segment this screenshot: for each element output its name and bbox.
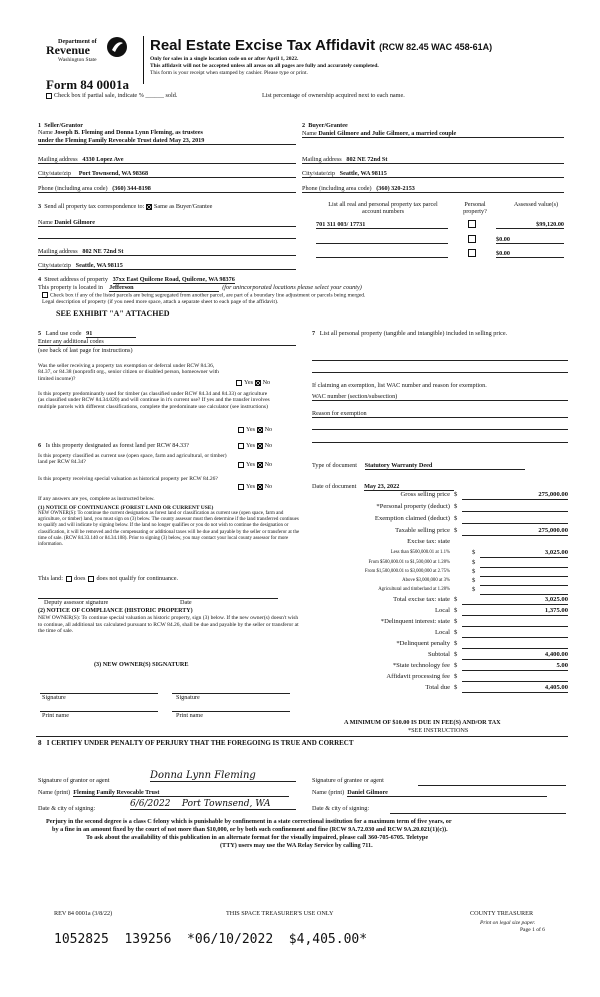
tax-row-dollar: $ — [472, 549, 476, 556]
tax-row-label: Above $3,000,000 at 3% — [402, 578, 450, 583]
seller-name-row: Name Joseph B. Fleming and Donna Lynn Fleming, as trustees — [38, 129, 203, 136]
buyer-heading: 2 Buyer/Grantee — [302, 122, 348, 129]
tax-row — [312, 577, 568, 586]
parcel-number-2[interactable] — [316, 236, 448, 244]
tax-row-value[interactable] — [480, 577, 568, 586]
no-checkbox[interactable] — [255, 380, 261, 386]
tax-row-dollar: $ — [454, 527, 458, 534]
signature-label-1: Signature — [42, 694, 66, 701]
parcel-value-2[interactable]: $0.00 — [496, 236, 564, 244]
doc-type-row: Type of document Statutory Warranty Deed — [312, 462, 525, 470]
new-owner-sig-heading: (3) NEW OWNER(S) SIGNATURE — [94, 661, 189, 668]
doc-date[interactable]: May 23, 2022 — [364, 483, 454, 491]
tax-row-value[interactable] — [462, 673, 568, 682]
partial-sale-label: Check box if partial sale, indicate % ______ sold. — [54, 92, 178, 99]
tax-row — [312, 586, 568, 595]
tax-row-label: Affidavit processing fee — [386, 673, 450, 680]
compliance-heading: (2) NOTICE OF COMPLIANCE (HISTORIC PROPERTY) — [38, 608, 193, 614]
seller-name[interactable]: Joseph B. Fleming and Donna Lynn Fleming, as trustees — [54, 129, 203, 136]
corr-mail-row: Mailing address 802 NE 72nd St — [38, 248, 296, 256]
corr-city-row: City/state/zip Seattle, WA 98115 — [38, 262, 296, 270]
parcel-col3: Assessed value(s) — [513, 201, 559, 208]
header-note1: Only for sales in a single location code on or after April 1, 2022. — [150, 56, 299, 62]
dor-logo — [46, 38, 136, 78]
tax-row-dollar: $ — [472, 586, 476, 593]
ownership-note: List percentage of ownership acquired next to each name. — [262, 92, 405, 99]
does-not-checkbox[interactable] — [88, 576, 94, 582]
buyer-name-row: Name Daniel Gilmore and Julie Gilmore, a married couple — [302, 130, 564, 138]
corr-name[interactable]: Daniel Gilmore — [54, 219, 95, 226]
tax-row — [312, 684, 568, 693]
tax-row-value[interactable]: 1,375.00 — [462, 607, 568, 616]
title-text: Real Estate Excise Tax Affidavit — [150, 37, 376, 54]
exhibit-text[interactable]: SEE EXHIBIT "A" ATTACHED — [56, 309, 170, 318]
dept-line1: Department of — [58, 38, 97, 45]
tax-row-label: *Personal property (deduct) — [376, 503, 450, 510]
grantor-sig-row: Signature of grantor or agent — [38, 777, 110, 784]
doc-date-row: Date of document May 23, 2022 — [312, 483, 454, 491]
certify-heading: 8 I CERTIFY UNDER PENALTY OF PERJURY THAT THE FOREGOING IS TRUE AND CORRECT — [38, 739, 354, 747]
land-use-row: 5 Land use code 91 — [38, 330, 136, 338]
doc-type[interactable]: Statutory Warranty Deed — [365, 462, 525, 470]
tax-row-value[interactable]: 4,400.00 — [462, 651, 568, 660]
tax-row-label: *Delinquent penalty — [396, 640, 450, 647]
tax-row-label: Gross selling price — [400, 491, 450, 498]
seller-name2[interactable]: under the Fleming Family Revocable Trust dated May 23, 2019 — [38, 137, 296, 145]
dept-line2: Revenue — [46, 43, 90, 57]
buyer-city[interactable]: Seattle, WA 98115 — [339, 170, 387, 177]
q-current-use-answer: Yes No — [238, 461, 272, 468]
grantee-date-line — [390, 813, 566, 814]
print-name-label-1: Print name — [42, 712, 69, 719]
tax-row-label: Total excise tax: state — [393, 596, 450, 603]
tax-row-value[interactable] — [462, 503, 568, 512]
tax-row-dollar: $ — [454, 640, 458, 647]
does-checkbox[interactable] — [66, 576, 72, 582]
perjury-line2: by a fine in an amount fixed by the court of not more than $10,000, or by both such confinement and fine (RCW 9A.72.030 and RCW 9A.20.021(1)(c)). — [52, 826, 448, 833]
checkbox[interactable] — [46, 93, 52, 99]
minimum-fee-note: A MINIMUM OF $10.00 IS DUE IN FEE(S) AND/OR TAX — [344, 719, 501, 726]
pp-line-2 — [312, 372, 568, 373]
q-timber: Is this property predominantly used for timber (as classified under RCW 84.34 and 84.33) or agriculture (as classified under RCW 84.34.020) and will continue in it's current use? If yes and the transfer involves multiple parcels with different classifications, complete the predominate use calculator (see instructions) — [38, 391, 270, 410]
seller-mail[interactable]: 4330 Lopez Ave — [82, 156, 124, 163]
tax-row-value[interactable]: 275,000.00 — [462, 527, 568, 536]
grantee-name[interactable]: Daniel Gilmore — [347, 789, 547, 797]
section8-top-line — [36, 736, 568, 737]
parcel-value-1[interactable]: $99,120.00 — [496, 221, 564, 229]
tax-row-dollar: $ — [454, 618, 458, 625]
grantee-sig-line — [418, 785, 566, 786]
pp-line-1 — [312, 360, 568, 361]
perjury-line1: Perjury in the second degree is a class C felony which is punishable by confinement in a state correctional institution for a maximum term of five years, or — [46, 818, 452, 825]
form-title — [150, 37, 492, 55]
q-exemption-answer: Yes No — [236, 379, 270, 386]
parcel-col1: List all real and personal property tax parcel account numbers — [328, 201, 438, 216]
tax-row-label: Local — [434, 629, 450, 636]
seller-city-row: City/state/zip Port Townsend, WA 98368 — [38, 170, 296, 178]
assessor-sig-label: Deputy assessor signature — [44, 599, 109, 606]
signature-label-2: Signature — [176, 694, 200, 701]
seller-mail-row: Mailing address 4330 Lopez Ave — [38, 156, 296, 164]
tax-row-dollar: $ — [454, 662, 458, 669]
tax-row-label: Excise tax: state — [407, 538, 450, 545]
q-forest-answer: Yes No — [238, 442, 272, 449]
grantor-name-row: Name (print) Fleming Family Revocable Trust — [38, 789, 289, 797]
q-historic-answer: Yes No — [238, 483, 272, 490]
tax-row-dollar: $ — [454, 491, 458, 498]
tax-row-value[interactable]: 3,025.00 — [480, 549, 568, 558]
buyer-mail-row: Mailing address 802 NE 72nd St — [302, 156, 564, 164]
perjury-line4: (TTY) users may use the WA Relay Service by calling 711. — [220, 842, 373, 849]
yes-checkbox[interactable] — [236, 380, 242, 386]
tax-row-label: Taxable selling price — [395, 527, 450, 534]
buyer-name[interactable]: Daniel Gilmore and Julie Gilmore, a married couple — [318, 130, 457, 137]
header-note3: This form is your receipt when stamped by cashier. Please type or print. — [150, 70, 308, 76]
segregation-check: Check box if any of the listed parcels are being segregated from another parcel, are part of a boundary line adjustment or parcels being merged. — [42, 292, 365, 299]
seller-city[interactable]: Port Townsend, WA 98368 — [78, 170, 149, 177]
tax-row-value[interactable] — [462, 618, 568, 627]
q-historic: Is this property receiving special valuation as historical property per RCW 84.26? — [38, 476, 218, 482]
tax-row-label: Agricultural and timberland at 1.28% — [378, 587, 450, 592]
buyer-mail[interactable]: 802 NE 72nd St — [346, 156, 388, 163]
tax-row — [312, 515, 568, 524]
statute-text: (RCW 82.45 WAC 458-61A) — [379, 42, 493, 52]
tax-row-value[interactable] — [480, 586, 568, 595]
assessor-date-label: Date — [180, 599, 192, 606]
parcel-number-3[interactable] — [316, 250, 448, 258]
legal-note: Legal description of property (if you need more space, attach a separate sheet to each page of the affidavit). — [42, 299, 279, 305]
print-legal: Print on legal size paper. — [480, 920, 536, 926]
see-back: (see back of last page for instructions) — [38, 347, 133, 354]
print-name-label-2: Print name — [176, 712, 203, 719]
tax-row-value[interactable]: 3,025.00 — [462, 596, 568, 605]
tax-row-label: Total due — [425, 684, 450, 691]
tax-row-value[interactable]: 275,000.00 — [462, 491, 568, 500]
tax-row-label: From $1,500,000.01 to $3,000,000 at 2.75% — [364, 569, 450, 574]
grantee-date-row: Date & city of signing: — [312, 805, 370, 812]
tax-row — [312, 549, 568, 558]
tax-row-dollar: $ — [454, 607, 458, 614]
tax-row-dollar: $ — [454, 651, 458, 658]
segregation-checkbox[interactable] — [42, 292, 48, 298]
personal-property-checkbox-2[interactable] — [468, 235, 476, 243]
tax-row — [312, 651, 568, 660]
answers-note: If any answers are yes, complete as instructed below. — [38, 496, 155, 502]
header-note2: This affidavit will not be accepted unless all areas on all pages are fully and accurately completed. — [150, 63, 379, 69]
grantee-name-row: Name (print) Daniel Gilmore — [312, 789, 547, 797]
corr-city[interactable]: Seattle, WA 98115 — [75, 262, 123, 269]
parcel-number-1[interactable]: 701 311 003/ 17731 — [316, 221, 448, 229]
tax-row-dollar: $ — [472, 577, 476, 584]
tax-row — [312, 618, 568, 627]
compliance-text: NEW OWNER(S): To continue special valuation as historic property, sign (3) below. If the new owner(s) doesn't wish to continue, all additional tax calculated pursuant to RCW 84.26, shall be due and payable by the seller or transferor at the time of sale. — [38, 615, 299, 635]
seller-phone[interactable]: (360) 344-8198 — [112, 185, 151, 192]
continuance-heading: (1) NOTICE OF CONTINUANCE (FOREST LAND OR CURRENT USE) — [38, 505, 214, 511]
tax-row-value[interactable]: 5.00 — [462, 662, 568, 671]
no-checkbox[interactable] — [257, 484, 263, 490]
reason-line-2 — [312, 429, 568, 430]
q-forest: 6 Is this property designated as forest land per RCW 84.33? — [38, 442, 189, 449]
tax-row-label: Local — [434, 607, 450, 614]
tax-row-dollar: $ — [454, 629, 458, 636]
tax-row-dollar: $ — [472, 568, 476, 575]
grantor-date-city[interactable]: 6/6/2022 Port Townsend, WA — [130, 799, 296, 810]
exemption-reason[interactable]: Reason for exemption — [312, 410, 568, 418]
q-current-use: Is this property classified as current use (open space, farm and agricultural, or timber) land per RCW 84.34? — [38, 453, 227, 466]
dor-logo-icon — [106, 36, 128, 58]
tax-row-label: *Delinquent interest: state — [380, 618, 450, 625]
no-checkbox[interactable] — [257, 462, 263, 468]
tax-row-label: Less than $500,000.01 at 1.1% — [390, 550, 450, 555]
reason-line-3 — [312, 442, 568, 443]
tax-row-dollar: $ — [454, 515, 458, 522]
tax-row — [312, 607, 568, 616]
parcel-col2: Personal property? — [463, 201, 487, 216]
buyer-city-row: City/state/zip Seattle, WA 98115 — [302, 170, 564, 178]
rev-number: REV 84 0001a (3/8/22) — [54, 910, 113, 917]
buyer-phone[interactable]: (360) 320-2153 — [376, 185, 415, 192]
tax-row — [312, 596, 568, 605]
county-row: This property is located in Jefferson (for unincorporated locations please select your county) — [38, 284, 362, 291]
county-select[interactable]: Jefferson — [109, 284, 219, 292]
tax-row-label: From $500,000.01 to $1,500,000 at 1.28% — [368, 560, 450, 565]
q-timber-answer: Yes No — [238, 426, 272, 433]
q-exemption: Was the seller receiving a property tax exemption or deferral under RCW 84.36, 84.37, or 84.38 (nonprofit org., senior citizen or disabled person, homeowner with limited income)? — [38, 363, 219, 382]
yes-checkbox[interactable] — [238, 462, 244, 468]
tax-row-dollar: $ — [454, 673, 458, 680]
tax-row-value[interactable] — [462, 629, 568, 638]
yes-checkbox[interactable] — [238, 443, 244, 449]
personal-property-heading: 7 List all personal property (tangible and intangible) included in selling price. — [312, 330, 508, 337]
grantor-signature[interactable]: Donna Lynn Fleming — [150, 770, 296, 782]
buyer-phone-row: Phone (including area code) (360) 320-2153 — [302, 185, 564, 193]
corr-mail[interactable]: 802 NE 72nd St — [82, 248, 124, 255]
tax-row — [312, 491, 568, 500]
wac-number[interactable]: WAC number (section/subsection) — [312, 393, 568, 401]
form-number: Form 84 0001a — [46, 77, 130, 92]
yes-checkbox[interactable] — [238, 427, 244, 433]
tax-row — [312, 640, 568, 649]
parcel-value-3[interactable]: $0.00 — [496, 250, 564, 258]
grantor-date-row: Date & city of signing: — [38, 805, 96, 812]
page-number: Page 1 of 6 — [520, 927, 545, 933]
tax-row-value[interactable] — [480, 559, 568, 568]
personal-property-checkbox-1[interactable] — [468, 220, 476, 228]
tax-row-label: Subtotal — [428, 651, 450, 658]
property-address-row: 4 Street address of property 37xx East Quilcene Road, Quilcene, WA 98376 — [38, 276, 235, 283]
continuance-text: NEW OWNER(S): To continue the current designation as forest land or classification as current use (open space, farm and agriculture, or timber) land, you must sign on (3) below. The county assessor must then determine if the land transferred continues to qualify and will indicate by signing below. If the land no longer qualifies or you do not wish to continue the designation or classification, it will be removed and the compensating or additional taxes will be due and payable by the seller or transferor at the time of sale. (RCW 84.33.140 or 84.34.108). Prior to signing (3) below, you may contact your local county assessor for more information. — [38, 511, 300, 548]
tax-row — [312, 673, 568, 682]
land-use-code[interactable]: 91 — [86, 330, 136, 338]
tax-row-value[interactable]: 4,405.00 — [462, 684, 568, 693]
county-treasurer: COUNTY TREASURER — [470, 910, 534, 917]
tax-row-dollar: $ — [454, 596, 458, 603]
same-as-buyer-checkbox[interactable] — [146, 204, 152, 210]
tax-row-dollar: $ — [454, 684, 458, 691]
seller-heading: 1 Seller/Grantor — [38, 122, 84, 129]
tax-row — [312, 559, 568, 568]
property-address[interactable]: 37xx East Quilcene Road, Quilcene, WA 98376 — [112, 276, 235, 283]
tax-row — [312, 568, 568, 577]
no-checkbox[interactable] — [257, 427, 263, 433]
tax-row — [312, 629, 568, 638]
treasurer-space: THIS SPACE TREASURER'S USE ONLY — [226, 910, 334, 917]
grantee-sig-row: Signature of grantee or agent — [312, 777, 384, 784]
personal-property-checkbox-3[interactable] — [468, 249, 476, 257]
tax-row-value[interactable] — [462, 515, 568, 524]
corr-heading: 3 Send all property tax correspondence to: Same as Buyer/Grantee — [38, 203, 213, 210]
grantor-name[interactable]: Fleming Family Revocable Trust — [73, 789, 289, 797]
tax-row-label: Exemption claimed (deduct) — [374, 515, 450, 522]
no-checkbox[interactable] — [257, 443, 263, 449]
tax-row-label: *State technology fee — [392, 662, 450, 669]
yes-checkbox[interactable] — [238, 484, 244, 490]
partial-sale-check[interactable] — [46, 92, 177, 99]
additional-codes[interactable]: Enter any additional codes — [38, 338, 296, 346]
exemption-note: If claiming an exemption, list WAC number and reason for exemption. — [312, 382, 487, 389]
tax-row-value[interactable] — [462, 640, 568, 649]
tax-row-dollar: $ — [454, 503, 458, 510]
tax-row-dollar: $ — [472, 559, 476, 566]
treasurer-stamp: 1052825 139256 *06/10/2022 $4,405.00* — [54, 932, 368, 947]
tax-row — [312, 527, 568, 536]
tax-row — [312, 538, 568, 547]
continuance-choice: This land: does does not qualify for continuance. — [38, 575, 179, 582]
tax-row-value[interactable] — [480, 568, 568, 577]
tax-row — [312, 503, 568, 512]
corr-blank-line — [38, 238, 296, 239]
seller-phone-row: Phone (including area code) (360) 344-8198 — [38, 185, 296, 193]
dept-line3: Washington State — [58, 57, 97, 63]
corr-name-row: Name Daniel Gilmore — [38, 219, 296, 227]
tax-row — [312, 662, 568, 671]
perjury-line3: To ask about the availability of this publication in an alternate format for the visually impaired, please call 360-705-6705. Teletype — [86, 834, 429, 841]
header-divider — [143, 36, 144, 84]
see-instructions: *SEE INSTRUCTIONS — [408, 727, 469, 734]
